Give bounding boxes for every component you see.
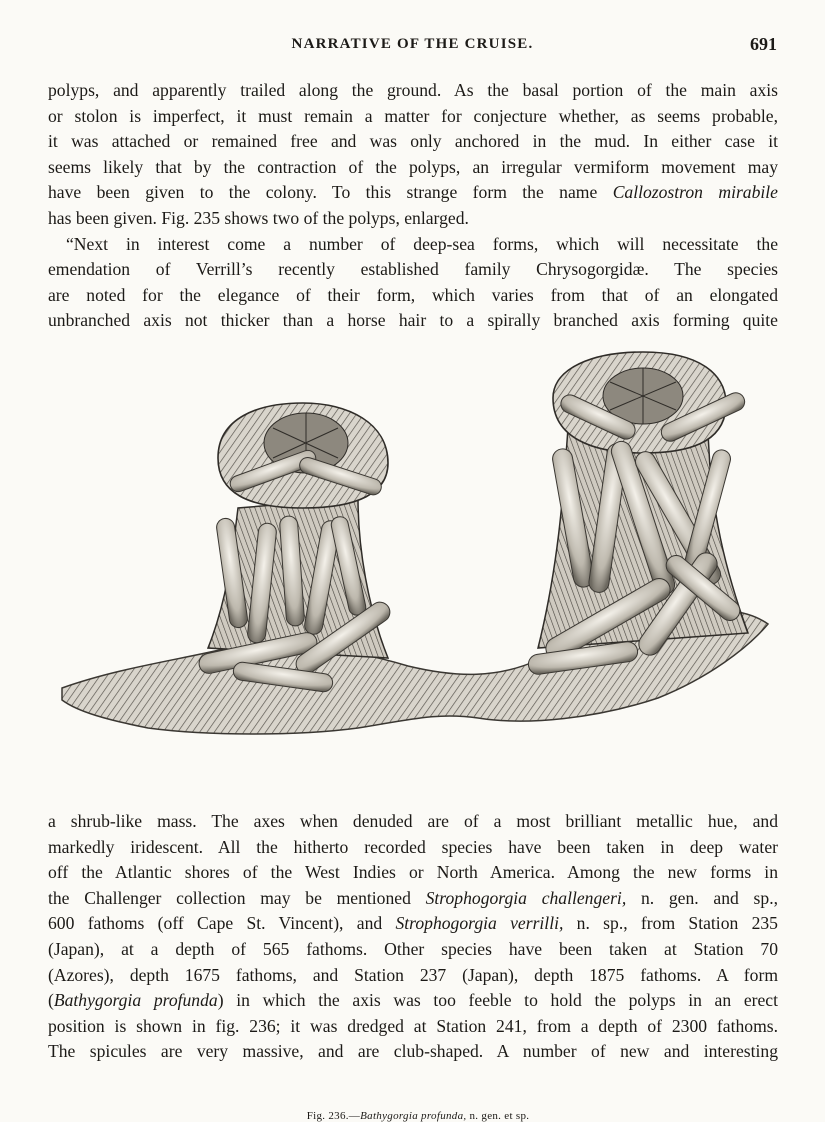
top-text-block bbox=[48, 78, 778, 334]
text-line: The spicules are very massive, and are club-shaped. A number of new and interesting bbox=[48, 1041, 778, 1062]
species-name: Strophogorgia challengeri, bbox=[425, 887, 627, 908]
species-name: Bathygorgia profunda bbox=[53, 990, 218, 1011]
caption-prefix: Fig. 236.— bbox=[306, 1110, 361, 1122]
coral-engraving bbox=[58, 348, 778, 748]
text-line: it was attached or remained free and was only anchored in the mud. In either case it bbox=[48, 131, 778, 152]
text-span: have been given to the colony. To this strange form the name bbox=[48, 182, 598, 203]
text-line: “Next in interest come a number of deep-sea forms, which will necessitate the bbox=[66, 233, 778, 254]
text-line: (Azores), depth 1675 fathoms, and Station 237 (Japan), depth 1875 fathoms. A form bbox=[48, 964, 778, 985]
caption-suffix: n. gen. et sp. bbox=[466, 1110, 530, 1122]
text-line: polyps, and apparently trailed along the ground. As the basal portion of the main axis bbox=[48, 80, 778, 100]
text-line: (Japan), at a depth of 565 fathoms. Other species have been taken at Station 70 bbox=[48, 938, 778, 959]
text-span: n. gen. and sp., bbox=[626, 887, 778, 908]
running-header bbox=[48, 36, 777, 58]
text-line: markedly iridescent. All the hitherto recorded species have been taken in deep water bbox=[48, 836, 778, 857]
bottom-text-block bbox=[48, 809, 778, 1065]
running-title: NARRATIVE OF THE CRUISE. bbox=[291, 36, 534, 52]
page-number: 691 bbox=[750, 34, 777, 54]
text-line: has been given. Fig. 235 shows two of the polyps, enlarged. bbox=[48, 207, 469, 228]
text-line: or stolon is imperfect, it must remain a matter for conjecture whether, as seems probable, bbox=[48, 105, 778, 126]
text-line bbox=[48, 180, 778, 206]
text-line bbox=[48, 911, 778, 937]
species-name: Callozostron mirabile bbox=[612, 182, 778, 203]
text-span: n. sp., from Station 235 bbox=[563, 913, 778, 934]
text-span: ( bbox=[48, 990, 54, 1011]
text-span: the Challenger collection may be mentioned bbox=[48, 887, 426, 908]
text-line bbox=[48, 886, 778, 912]
text-line: position is shown in fig. 236; it was dredged at Station 241, from a depth of 2300 fathoms. bbox=[48, 1015, 778, 1036]
text-span: ) in which the axis was too feeble to hold the polyps in an erect bbox=[217, 990, 778, 1011]
text-line: a shrub-like mass. The axes when denuded are of a most brilliant metallic hue, and bbox=[48, 811, 778, 831]
text-span: 600 fathoms (off Cape St. Vincent), and bbox=[48, 913, 396, 934]
text-line: seems likely that by the contraction of the polyps, an irregular vermiform movement may bbox=[48, 156, 778, 177]
species-name: Strophogorgia verrilli, bbox=[395, 913, 564, 934]
text-line: are noted for the elegance of their form, which varies from that of an elongated bbox=[48, 284, 778, 305]
figure-caption bbox=[58, 1110, 778, 1122]
text-line: emendation of Verrill’s recently established family Chrysogorgidæ. The species bbox=[48, 259, 778, 280]
text-line: unbranched axis not thicker than a horse hair to a spirally branched axis forming quite bbox=[48, 310, 778, 331]
text-line bbox=[48, 988, 778, 1014]
text-line: off the Atlantic shores of the West Indies or North America. Among the new forms in bbox=[48, 862, 778, 883]
caption-species: Bathygorgia profunda, bbox=[360, 1110, 467, 1122]
